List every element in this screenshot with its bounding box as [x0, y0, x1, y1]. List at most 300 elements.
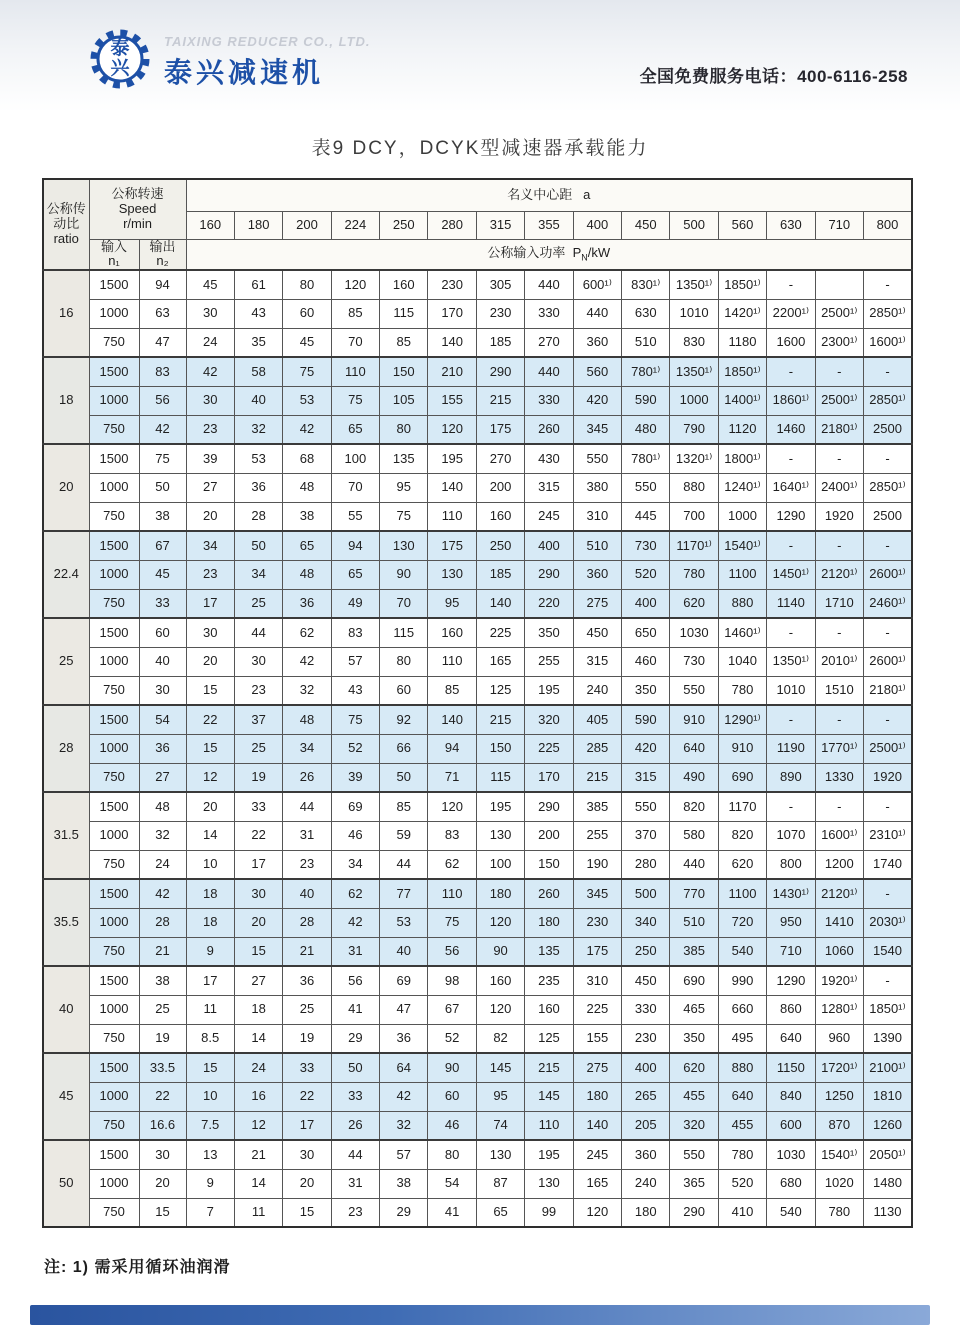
- power-value-cell: -: [863, 444, 912, 473]
- power-value-cell: 30: [234, 879, 282, 908]
- power-value-cell: 450: [573, 618, 621, 647]
- power-value-cell: 1600¹⁾: [863, 328, 912, 357]
- power-value-cell: 160: [380, 270, 428, 299]
- table-row: [43, 676, 912, 705]
- power-value-cell: 1600¹⁾: [815, 821, 863, 850]
- power-value-cell: 630: [622, 299, 670, 328]
- power-value-cell: 1400¹⁾: [718, 386, 766, 415]
- power-value-cell: 1120: [718, 415, 766, 444]
- power-value-cell: 2120¹⁾: [815, 560, 863, 589]
- power-value-cell: 71: [428, 763, 476, 792]
- ratio-cell: 45: [43, 1053, 89, 1140]
- service-phone: [640, 62, 908, 87]
- power-value-cell: 15: [186, 1053, 234, 1082]
- power-value-cell: 180: [573, 1082, 621, 1111]
- power-value-cell: 34: [331, 850, 379, 879]
- power-value-cell: -: [863, 879, 912, 908]
- power-value-cell: 42: [283, 647, 331, 676]
- power-value-cell: 2850¹⁾: [863, 473, 912, 502]
- power-value-cell: 840: [767, 1082, 815, 1111]
- center-distance-value: 800: [863, 211, 912, 239]
- power-value-cell: 65: [331, 415, 379, 444]
- table-row: [43, 618, 912, 647]
- svg-text:泰: 泰: [110, 38, 130, 59]
- input-symbol: n₁: [108, 253, 120, 269]
- power-value-cell: 38: [380, 1169, 428, 1198]
- power-value-cell: 110: [331, 357, 379, 386]
- power-value-cell: -: [767, 444, 815, 473]
- power-value-cell: 39: [331, 763, 379, 792]
- power-value-cell: 120: [476, 995, 524, 1024]
- power-value-cell: -: [815, 792, 863, 821]
- power-value-cell: 43: [234, 299, 282, 328]
- power-value-cell: 225: [476, 618, 524, 647]
- table-row: [43, 1198, 912, 1227]
- service-phone-number: 400-6116-258: [797, 67, 908, 86]
- power-value-cell: 1250: [815, 1082, 863, 1111]
- power-value-cell: 13: [186, 1140, 234, 1169]
- power-value-cell: 445: [622, 502, 670, 531]
- power-value-cell: 330: [525, 299, 573, 328]
- power-value-cell: 61: [234, 270, 282, 299]
- center-distance-label: 名义中心距: [507, 186, 573, 202]
- power-value-cell: 880: [718, 589, 766, 618]
- power-value-cell: 1100: [718, 560, 766, 589]
- power-value-cell: 62: [331, 879, 379, 908]
- power-value-cell: 56: [331, 966, 379, 995]
- power-value-cell: 58: [234, 357, 282, 386]
- power-value-cell: 67: [428, 995, 476, 1024]
- power-value-cell: 11: [186, 995, 234, 1024]
- power-value-cell: 29: [331, 1024, 379, 1053]
- power-value-cell: 53: [380, 908, 428, 937]
- table-row: [43, 473, 912, 502]
- power-value-cell: 660: [718, 995, 766, 1024]
- power-value-cell: 34: [186, 531, 234, 560]
- power-value-cell: 64: [380, 1053, 428, 1082]
- power-value-cell: 1190: [767, 734, 815, 763]
- power-value-cell: 480: [622, 415, 670, 444]
- power-value-cell: 33: [283, 1053, 331, 1082]
- power-value-cell: 215: [476, 705, 524, 734]
- power-value-cell: 34: [234, 560, 282, 589]
- power-value-cell: 80: [283, 270, 331, 299]
- power-value-cell: 74: [476, 1111, 524, 1140]
- power-value-cell: 15: [186, 734, 234, 763]
- power-value-cell: 640: [670, 734, 718, 763]
- power-value-cell: 215: [476, 386, 524, 415]
- power-value-cell: 160: [525, 995, 573, 1024]
- table-row: [43, 1111, 912, 1140]
- power-value-cell: 860: [767, 995, 815, 1024]
- power-value-cell: 185: [476, 560, 524, 589]
- power-value-cell: 100: [331, 444, 379, 473]
- power-value-cell: 26: [331, 1111, 379, 1140]
- power-value-cell: 150: [525, 850, 573, 879]
- power-value-cell: 275: [573, 1053, 621, 1082]
- input-speed-cell: 750: [89, 850, 139, 879]
- power-value-cell: 1260: [863, 1111, 912, 1140]
- input-speed-cell: 750: [89, 328, 139, 357]
- power-value-cell: 145: [525, 1082, 573, 1111]
- power-value-cell: 350: [670, 1024, 718, 1053]
- power-header: [186, 239, 912, 270]
- power-value-cell: 215: [525, 1053, 573, 1082]
- brand-header: [88, 26, 371, 92]
- output-speed-cell: 83: [139, 357, 186, 386]
- power-value-cell: 350: [525, 618, 573, 647]
- power-value-cell: 39: [186, 444, 234, 473]
- power-value-cell: 315: [622, 763, 670, 792]
- power-value-cell: 48: [283, 473, 331, 502]
- power-value-cell: 2120¹⁾: [815, 879, 863, 908]
- power-value-cell: 145: [476, 1053, 524, 1082]
- table-title: 表9 DCY，DCYK型减速器承载能力: [311, 138, 649, 159]
- power-value-cell: 27: [234, 966, 282, 995]
- power-value-cell: 780: [718, 1140, 766, 1169]
- power-value-cell: 590: [622, 386, 670, 415]
- power-value-cell: 400: [622, 589, 670, 618]
- speed-header-en: Speed: [118, 200, 157, 216]
- power-value-cell: 120: [428, 792, 476, 821]
- power-value-cell: 1060: [815, 937, 863, 966]
- power-value-cell: 285: [573, 734, 621, 763]
- power-value-cell: 95: [380, 473, 428, 502]
- power-value-cell: -: [815, 618, 863, 647]
- power-value-cell: 80: [380, 647, 428, 676]
- table-row: [43, 647, 912, 676]
- power-value-cell: 400: [622, 1053, 670, 1082]
- power-value-cell: 14: [234, 1024, 282, 1053]
- power-value-cell: 310: [573, 502, 621, 531]
- table-row: [43, 1024, 912, 1053]
- power-value-cell: 2850¹⁾: [863, 386, 912, 415]
- power-value-cell: 270: [476, 444, 524, 473]
- output-speed-cell: 42: [139, 879, 186, 908]
- power-value-cell: 2500: [863, 415, 912, 444]
- power-value-cell: 1480: [863, 1169, 912, 1198]
- power-value-cell: 315: [573, 647, 621, 676]
- table-row: [43, 705, 912, 734]
- power-value-cell: 44: [283, 792, 331, 821]
- power-value-cell: 85: [428, 676, 476, 705]
- output-speed-cell: 19: [139, 1024, 186, 1053]
- power-value-cell: 340: [622, 908, 670, 937]
- power-value-cell: -: [863, 531, 912, 560]
- power-value-cell: 130: [476, 1140, 524, 1169]
- input-label: 输入: [100, 238, 127, 254]
- power-value-cell: 36: [283, 966, 331, 995]
- power-value-cell: 640: [767, 1024, 815, 1053]
- power-value-cell: 17: [234, 850, 282, 879]
- power-value-cell: 165: [573, 1169, 621, 1198]
- power-value-cell: 42: [331, 908, 379, 937]
- power-value-cell: 1860¹⁾: [767, 386, 815, 415]
- power-value-cell: 1170¹⁾: [670, 531, 718, 560]
- output-speed-cell: 25: [139, 995, 186, 1024]
- power-value-cell: 1740: [863, 850, 912, 879]
- power-value-cell: 550: [670, 1140, 718, 1169]
- power-value-cell: 2500: [863, 502, 912, 531]
- power-value-cell: 1070: [767, 821, 815, 850]
- input-speed-cell: 1000: [89, 560, 139, 589]
- output-speed-cell: 15: [139, 1198, 186, 1227]
- power-value-cell: 250: [476, 531, 524, 560]
- power-value-cell: 90: [380, 560, 428, 589]
- table-row: [43, 502, 912, 531]
- power-value-cell: 20: [283, 1169, 331, 1198]
- power-value-cell: 2180¹⁾: [863, 676, 912, 705]
- power-value-cell: 240: [573, 676, 621, 705]
- power-value-cell: 175: [573, 937, 621, 966]
- power-value-cell: 42: [186, 357, 234, 386]
- output-speed-cell: 33.5: [139, 1053, 186, 1082]
- power-value-cell: 150: [380, 357, 428, 386]
- company-logo-gear-icon: [88, 26, 152, 92]
- power-value-cell: 195: [525, 1140, 573, 1169]
- power-value-cell: 780: [670, 560, 718, 589]
- power-value-cell: 18: [186, 879, 234, 908]
- power-value-cell: 19: [283, 1024, 331, 1053]
- power-value-cell: 95: [476, 1082, 524, 1111]
- power-value-cell: 14: [234, 1169, 282, 1198]
- power-value-cell: 680: [767, 1169, 815, 1198]
- table-row: [43, 763, 912, 792]
- power-value-cell: 830¹⁾: [622, 270, 670, 299]
- input-speed-cell: 1000: [89, 821, 139, 850]
- power-value-cell: 12: [234, 1111, 282, 1140]
- power-value-cell: 315: [525, 473, 573, 502]
- power-value-cell: 310: [573, 966, 621, 995]
- power-value-cell: 2500¹⁾: [815, 386, 863, 415]
- power-value-cell: 28: [234, 502, 282, 531]
- power-value-cell: 140: [573, 1111, 621, 1140]
- center-distance-value: 560: [718, 211, 766, 239]
- ratio-header-cn: 公称传动比: [46, 201, 86, 232]
- power-value-cell: 85: [331, 299, 379, 328]
- power-value-cell: 370: [622, 821, 670, 850]
- power-value-cell: 640: [718, 1082, 766, 1111]
- power-value-cell: 230: [573, 908, 621, 937]
- power-value-cell: 110: [428, 502, 476, 531]
- power-value-cell: -: [863, 792, 912, 821]
- power-value-cell: 270: [525, 328, 573, 357]
- table-row: [43, 850, 912, 879]
- power-value-cell: 36: [283, 589, 331, 618]
- power-value-cell: 690: [670, 966, 718, 995]
- power-value-cell: -: [863, 966, 912, 995]
- output-speed-cell: 94: [139, 270, 186, 299]
- input-speed-cell: 1000: [89, 1169, 139, 1198]
- power-value-cell: 31: [283, 821, 331, 850]
- power-value-cell: 53: [234, 444, 282, 473]
- power-value-cell: 360: [573, 560, 621, 589]
- power-value-cell: 455: [670, 1082, 718, 1111]
- table-row: [43, 966, 912, 995]
- power-value-cell: 230: [622, 1024, 670, 1053]
- center-distance-value: 710: [815, 211, 863, 239]
- power-value-cell: 44: [380, 850, 428, 879]
- power-value-cell: 7.5: [186, 1111, 234, 1140]
- power-value-cell: 46: [331, 821, 379, 850]
- power-value-cell: 62: [428, 850, 476, 879]
- power-value-cell: 1330: [815, 763, 863, 792]
- power-value-cell: 770: [670, 879, 718, 908]
- power-value-cell: 54: [428, 1169, 476, 1198]
- power-value-cell: 70: [331, 328, 379, 357]
- ratio-cell: 16: [43, 270, 89, 357]
- power-value-cell: 70: [331, 473, 379, 502]
- power-value-cell: 540: [718, 937, 766, 966]
- power-value-cell: 34: [283, 734, 331, 763]
- power-value-cell: 1010: [767, 676, 815, 705]
- power-value-cell: 265: [622, 1082, 670, 1111]
- power-value-cell: 48: [283, 560, 331, 589]
- power-value-cell: 780: [815, 1198, 863, 1227]
- company-name-en: TAIXING REDUCER CO., LTD.: [164, 34, 371, 49]
- power-value-cell: 560: [573, 357, 621, 386]
- ratio-cell: 25: [43, 618, 89, 705]
- power-value-cell: 23: [331, 1198, 379, 1227]
- power-value-cell: 2500¹⁾: [815, 299, 863, 328]
- power-value-cell: 1290: [767, 966, 815, 995]
- power-value-cell: 1200: [815, 850, 863, 879]
- input-speed-cell: 1000: [89, 299, 139, 328]
- power-value-cell: 20: [186, 647, 234, 676]
- power-value-cell: 1800¹⁾: [718, 444, 766, 473]
- power-value-cell: 38: [283, 502, 331, 531]
- speed-column-header: [89, 179, 186, 239]
- power-value-cell: 2310¹⁾: [863, 821, 912, 850]
- power-value-cell: 330: [525, 386, 573, 415]
- power-value-cell: 98: [428, 966, 476, 995]
- power-value-cell: 510: [573, 531, 621, 560]
- center-distance-value: 400: [573, 211, 621, 239]
- power-value-cell: 27: [186, 473, 234, 502]
- input-speed-cell: 1500: [89, 705, 139, 734]
- power-value-cell: 130: [380, 531, 428, 560]
- input-speed-cell: 1500: [89, 792, 139, 821]
- power-value-cell: 2050¹⁾: [863, 1140, 912, 1169]
- power-value-cell: 15: [234, 937, 282, 966]
- power-value-cell: 420: [622, 734, 670, 763]
- power-value-cell: 2500¹⁾: [863, 734, 912, 763]
- power-value-cell: 550: [622, 473, 670, 502]
- center-distance-value: 450: [622, 211, 670, 239]
- power-value-cell: 150: [476, 734, 524, 763]
- power-value-cell: 430: [525, 444, 573, 473]
- power-value-cell: 1130: [863, 1198, 912, 1227]
- power-value-cell: 32: [234, 415, 282, 444]
- power-value-cell: 210: [428, 357, 476, 386]
- power-value-cell: 7: [186, 1198, 234, 1227]
- output-speed-cell: 36: [139, 734, 186, 763]
- power-value-cell: 275: [573, 589, 621, 618]
- power-value-cell: 990: [718, 966, 766, 995]
- power-value-cell: 59: [380, 821, 428, 850]
- power-value-cell: -: [815, 444, 863, 473]
- power-value-cell: 16: [234, 1082, 282, 1111]
- power-value-cell: 240: [622, 1169, 670, 1198]
- output-speed-cell: 28: [139, 908, 186, 937]
- table-row: [43, 821, 912, 850]
- power-value-cell: 46: [428, 1111, 476, 1140]
- output-speed-cell: 54: [139, 705, 186, 734]
- power-value-cell: 83: [428, 821, 476, 850]
- power-value-cell: 780: [718, 676, 766, 705]
- power-value-cell: 85: [380, 792, 428, 821]
- power-value-cell: 105: [380, 386, 428, 415]
- output-speed-cell: 56: [139, 386, 186, 415]
- power-value-cell: 440: [525, 270, 573, 299]
- power-value-cell: 290: [525, 560, 573, 589]
- power-value-cell: 10: [186, 1082, 234, 1111]
- output-speed-cell: 60: [139, 618, 186, 647]
- power-value-cell: 1450¹⁾: [767, 560, 815, 589]
- power-value-cell: 130: [525, 1169, 573, 1198]
- power-value-cell: 94: [428, 734, 476, 763]
- output-speed-cell: 38: [139, 966, 186, 995]
- power-value-cell: 30: [186, 386, 234, 415]
- table-row: [43, 1140, 912, 1169]
- output-speed-cell: 33: [139, 589, 186, 618]
- power-value-cell: 400: [525, 531, 573, 560]
- output-speed-cell: 30: [139, 676, 186, 705]
- power-value-cell: 1140: [767, 589, 815, 618]
- power-value-cell: 1540¹⁾: [718, 531, 766, 560]
- power-value-cell: 245: [573, 1140, 621, 1169]
- input-speed-cell: 750: [89, 415, 139, 444]
- table-row: [43, 386, 912, 415]
- center-distance-value: 355: [525, 211, 573, 239]
- power-value-cell: 360: [622, 1140, 670, 1169]
- power-value-cell: 870: [815, 1111, 863, 1140]
- output-speed-cell: 42: [139, 415, 186, 444]
- power-value-cell: 57: [331, 647, 379, 676]
- power-value-cell: 800: [767, 850, 815, 879]
- power-value-cell: 280: [622, 850, 670, 879]
- power-value-cell: 14: [186, 821, 234, 850]
- input-speed-cell: 1000: [89, 734, 139, 763]
- power-value-cell: 135: [525, 937, 573, 966]
- service-phone-label: 全国免费服务电话：: [639, 67, 798, 86]
- power-value-cell: 2200¹⁾: [767, 299, 815, 328]
- power-value-cell: 30: [186, 299, 234, 328]
- power-value-cell: 1150: [767, 1053, 815, 1082]
- power-value-cell: 830: [670, 328, 718, 357]
- power-value-cell: 120: [476, 908, 524, 937]
- power-value-cell: 65: [283, 531, 331, 560]
- power-value-cell: 140: [428, 328, 476, 357]
- input-speed-cell: 1500: [89, 444, 139, 473]
- input-speed-cell: 1500: [89, 357, 139, 386]
- power-value-cell: -: [767, 357, 815, 386]
- power-value-cell: 62: [283, 618, 331, 647]
- power-value-cell: 235: [525, 966, 573, 995]
- power-value-cell: 495: [718, 1024, 766, 1053]
- power-value-cell: 50: [331, 1053, 379, 1082]
- power-value-cell: 1920: [815, 502, 863, 531]
- power-value-cell: 90: [428, 1053, 476, 1082]
- power-value-cell: 1030: [670, 618, 718, 647]
- power-value-cell: 365: [670, 1169, 718, 1198]
- table-row: [43, 328, 912, 357]
- power-value-cell: 23: [283, 850, 331, 879]
- input-speed-header: [89, 239, 139, 270]
- power-value-cell: 255: [525, 647, 573, 676]
- input-speed-cell: 1000: [89, 647, 139, 676]
- power-value-cell: 135: [380, 444, 428, 473]
